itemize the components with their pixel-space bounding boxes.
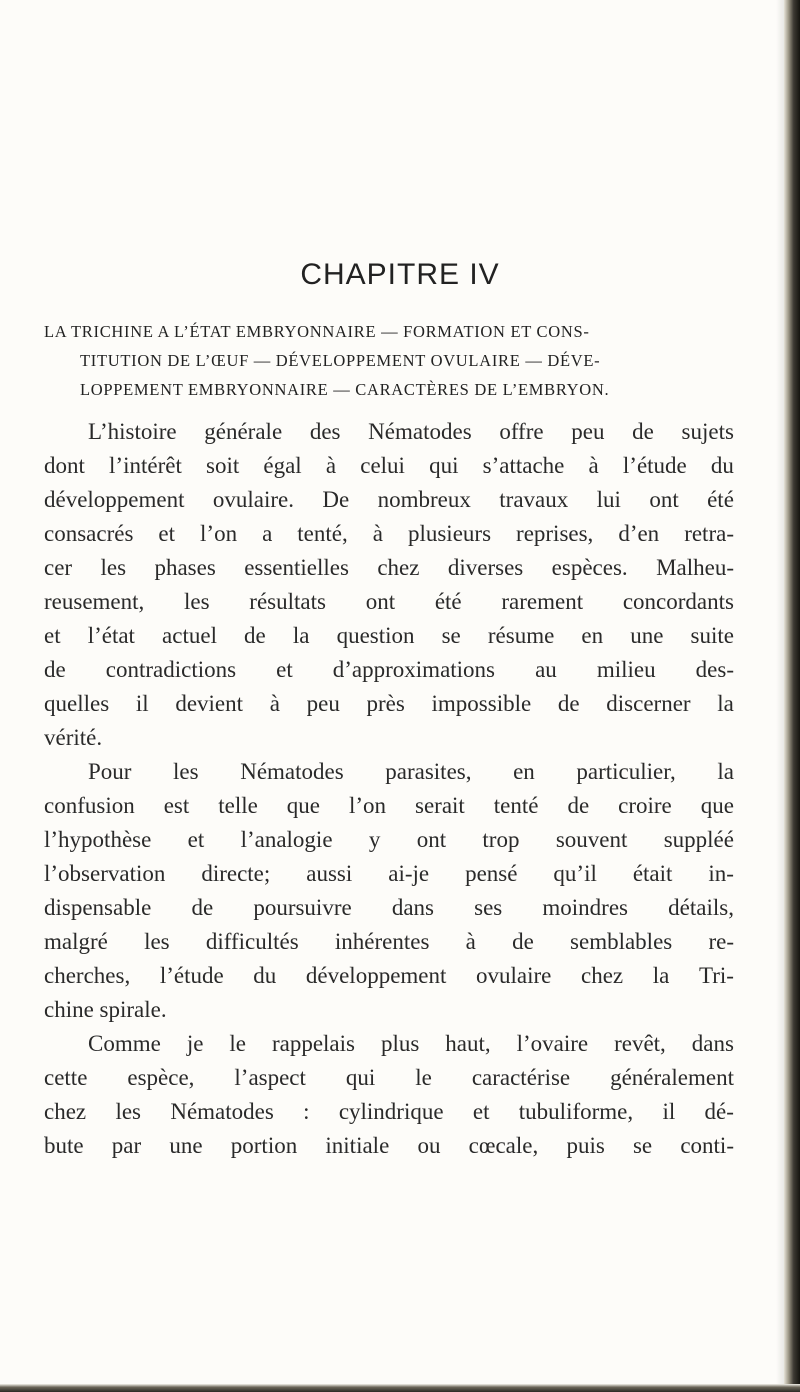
word: ont xyxy=(365,589,396,614)
text-line xyxy=(44,415,734,449)
word: inhérentes xyxy=(334,929,430,954)
word: devient xyxy=(175,691,244,716)
word: trop xyxy=(482,827,520,852)
word: l’hypothèse xyxy=(44,827,152,852)
word: la xyxy=(717,759,734,784)
word: il xyxy=(662,1099,676,1124)
word: de xyxy=(557,691,580,716)
word: que xyxy=(700,793,734,818)
word: été xyxy=(434,589,462,614)
word: retra- xyxy=(684,521,734,546)
page-bottom-edge xyxy=(0,1384,800,1392)
word: l’intérêt xyxy=(109,453,182,478)
word: se xyxy=(441,623,461,648)
text-line xyxy=(44,483,734,517)
word: le xyxy=(415,1065,432,1090)
word: soit xyxy=(206,453,240,478)
word: ovulaire xyxy=(476,963,552,988)
word: le xyxy=(229,1031,246,1056)
word: haut, xyxy=(445,1031,491,1056)
word: dispensable xyxy=(44,895,152,920)
word: rappelais xyxy=(271,1031,355,1056)
word: rarement xyxy=(501,589,584,614)
word: peu xyxy=(306,691,340,716)
word: difficultés xyxy=(205,929,299,954)
word: de xyxy=(632,419,654,444)
word: était xyxy=(632,861,673,886)
word: les xyxy=(184,589,210,614)
word: s’attache xyxy=(482,453,565,478)
word: au xyxy=(535,657,557,682)
word: ont xyxy=(649,487,679,512)
word: chez xyxy=(44,1099,87,1124)
word: travaux xyxy=(499,487,569,512)
word: qui xyxy=(345,1065,376,1090)
text-line xyxy=(44,687,734,721)
word: lui xyxy=(596,487,621,512)
word: parasites, xyxy=(385,759,472,784)
text-line xyxy=(44,1027,734,1061)
word: de xyxy=(567,793,590,818)
word: et xyxy=(472,1099,490,1124)
word: Malheu- xyxy=(656,555,734,580)
word: de xyxy=(191,895,214,920)
word: Nématodes xyxy=(240,759,344,784)
word: l’étude xyxy=(622,453,687,478)
word: semblables xyxy=(570,929,673,954)
word: les xyxy=(115,1099,142,1124)
word: généralement xyxy=(610,1065,734,1090)
word: les xyxy=(100,555,127,580)
book-binding-edge xyxy=(784,0,800,1392)
word: par xyxy=(111,1133,142,1158)
word: cœcale, xyxy=(468,1133,539,1158)
word: conti- xyxy=(680,1133,734,1158)
word: tenté, xyxy=(297,521,348,546)
word: qu’il xyxy=(553,861,597,886)
word: à xyxy=(588,453,599,478)
word: les xyxy=(173,759,199,784)
word: la xyxy=(717,691,734,716)
text-line xyxy=(44,1095,734,1129)
word: bute xyxy=(44,1133,84,1158)
chapter-title: CHAPITRE IV xyxy=(300,258,500,291)
text-line xyxy=(44,585,734,619)
word: reusement, xyxy=(44,589,145,614)
word: quelles xyxy=(44,691,110,716)
word: suppléé xyxy=(663,827,734,852)
word: en xyxy=(513,759,535,784)
text-line xyxy=(44,925,734,959)
word: du xyxy=(710,453,734,478)
word: à xyxy=(372,521,383,546)
word: se xyxy=(632,1133,653,1158)
word: à xyxy=(269,691,280,716)
chapter-summary xyxy=(44,317,734,404)
word: ses xyxy=(474,895,503,920)
word: milieu xyxy=(596,657,656,682)
word: re- xyxy=(708,929,734,954)
word: concordants xyxy=(622,589,734,614)
word: près xyxy=(366,691,405,716)
word: espèce, xyxy=(127,1065,195,1090)
summary-line: LA TRICHINE A L’ÉTAT EMBRYONNAIRE — FORMATION ET CONS- xyxy=(44,322,590,341)
word: tubuliforme, xyxy=(518,1099,634,1124)
word: diverses xyxy=(447,555,524,580)
word: ou xyxy=(417,1133,441,1158)
text-line xyxy=(44,857,734,891)
word: contradictions xyxy=(105,657,237,682)
word: que xyxy=(286,793,320,818)
word: nombreux xyxy=(377,487,471,512)
word: la xyxy=(652,963,670,988)
word: résultats xyxy=(249,589,326,614)
word: l’on xyxy=(200,521,238,546)
word: : xyxy=(303,1099,310,1124)
text-line xyxy=(44,619,734,653)
word: à xyxy=(465,929,476,954)
word: initiale xyxy=(325,1133,390,1158)
word: cherches, xyxy=(44,963,131,988)
word: d’en xyxy=(618,521,660,546)
word: poursuivre xyxy=(253,895,352,920)
word: puis xyxy=(566,1133,605,1158)
word: qui xyxy=(429,453,459,478)
word: les xyxy=(144,929,170,954)
word: plus xyxy=(380,1031,420,1056)
text-line xyxy=(44,1129,734,1163)
word: peu xyxy=(571,419,605,444)
word: reprises, xyxy=(516,521,594,546)
word: L’histoire xyxy=(88,419,177,444)
word: malgré xyxy=(44,929,108,954)
word: l’étude xyxy=(159,963,224,988)
word: détails, xyxy=(668,895,734,920)
word: Tri- xyxy=(698,963,734,988)
word: Comme xyxy=(88,1031,161,1056)
word: des xyxy=(309,419,341,444)
word: égal xyxy=(263,453,302,478)
word: y xyxy=(368,827,381,852)
word: cylindrique xyxy=(338,1099,444,1124)
word: celui xyxy=(360,453,405,478)
word: je xyxy=(186,1031,204,1056)
word: particulier, xyxy=(576,759,676,784)
text-line xyxy=(44,823,734,857)
word: cer xyxy=(44,555,73,580)
word: actuel xyxy=(162,623,217,648)
word: et xyxy=(158,521,176,546)
word: à xyxy=(325,453,337,478)
word: chez xyxy=(580,963,624,988)
word: cette xyxy=(44,1065,88,1090)
word: sujets xyxy=(681,419,734,444)
word: des- xyxy=(695,657,734,682)
word: l’analogie xyxy=(240,827,333,852)
word: développement xyxy=(44,487,185,512)
word: discerner xyxy=(606,691,691,716)
word: d’approximations xyxy=(332,657,496,682)
summary-line: TITUTION DE L’ŒUF — DÉVELOPPEMENT OVULAIRE — DÉVE- xyxy=(80,351,601,370)
body-text xyxy=(44,415,734,1163)
word: De xyxy=(322,487,350,512)
word: il xyxy=(135,691,149,716)
word: une xyxy=(169,1133,203,1158)
text-line xyxy=(44,517,734,551)
word: impossible xyxy=(431,691,532,716)
word: essentielles xyxy=(244,555,349,580)
text-line: vérité. xyxy=(44,725,103,750)
word: ai-je xyxy=(388,861,430,886)
word: aussi xyxy=(306,861,353,886)
word: dé- xyxy=(704,1099,734,1124)
word: Nématodes xyxy=(170,1099,274,1124)
word: portion xyxy=(230,1133,298,1158)
text-line xyxy=(44,551,734,585)
word: caractérise xyxy=(471,1065,571,1090)
word: ont xyxy=(416,827,447,852)
word: suite xyxy=(690,623,734,648)
word: l’aspect xyxy=(234,1065,306,1090)
word: plusieurs xyxy=(407,521,492,546)
word: souvent xyxy=(555,827,628,852)
text-line xyxy=(44,789,734,823)
text-line xyxy=(44,959,734,993)
word: espèces. xyxy=(551,555,628,580)
word: in- xyxy=(708,861,734,886)
word: croire xyxy=(618,793,672,818)
word: et xyxy=(187,827,205,852)
word: moindres xyxy=(542,895,629,920)
word: dans xyxy=(691,1031,734,1056)
word: de xyxy=(44,657,66,682)
word: générale xyxy=(204,419,283,444)
word: du xyxy=(253,963,277,988)
word: une xyxy=(630,623,664,648)
summary-line: LOPPEMENT EMBRYONNAIRE — CARACTÈRES DE L’EMBRYON. xyxy=(80,380,610,399)
word: question xyxy=(336,623,415,648)
text-line xyxy=(44,449,734,483)
word: été xyxy=(707,487,734,512)
text-line xyxy=(44,653,734,687)
word: développement xyxy=(305,963,447,988)
word: l’ovaire xyxy=(516,1031,589,1056)
word: a xyxy=(262,521,273,546)
word: offre xyxy=(499,419,544,444)
word: telle xyxy=(218,793,258,818)
word: Nématodes xyxy=(368,419,472,444)
word: pensé xyxy=(465,861,518,886)
word: et xyxy=(44,623,61,648)
word: dans xyxy=(391,895,434,920)
text-line: chine spirale. xyxy=(44,997,167,1022)
word: et xyxy=(276,657,293,682)
word: consacrés xyxy=(44,521,134,546)
word: est xyxy=(163,793,190,818)
binding-shadow xyxy=(776,0,784,1392)
word: en xyxy=(581,623,604,648)
word: l’observation xyxy=(44,861,166,886)
word: serait xyxy=(415,793,465,818)
word: dont xyxy=(44,453,85,478)
word: résume xyxy=(487,623,555,648)
word: phases xyxy=(154,555,216,580)
word: de xyxy=(244,623,266,648)
word: de xyxy=(512,929,534,954)
word: tenté xyxy=(493,793,539,818)
word: directe; xyxy=(201,861,271,886)
word: revêt, xyxy=(614,1031,666,1056)
word: la xyxy=(292,623,310,648)
word: l’état xyxy=(87,623,135,648)
text-line xyxy=(44,755,734,789)
word: Pour xyxy=(88,759,132,784)
word: chez xyxy=(377,555,420,580)
word: ovulaire. xyxy=(212,487,295,512)
text-line xyxy=(44,891,734,925)
word: confusion xyxy=(44,793,135,818)
word: l’on xyxy=(348,793,387,818)
text-line xyxy=(44,1061,734,1095)
